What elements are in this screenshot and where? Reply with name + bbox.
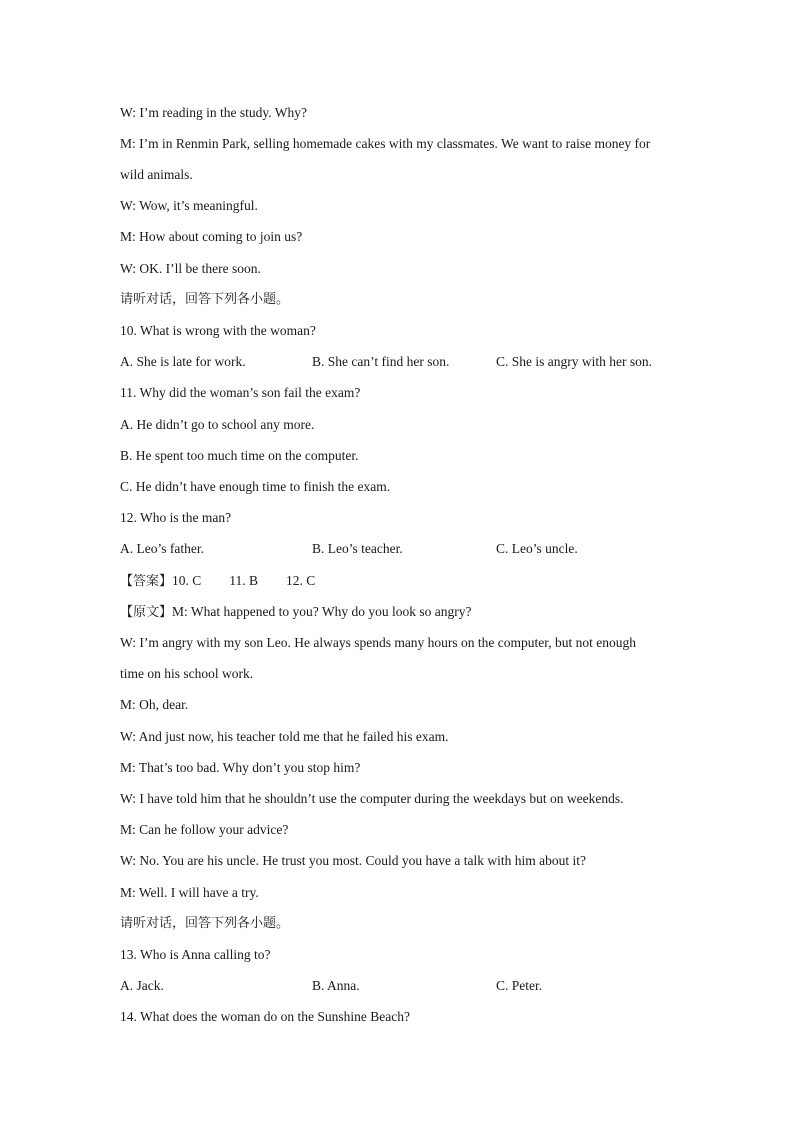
q12-option-b: B. Leo’s teacher. <box>312 541 403 556</box>
answer-label: 【答案】 <box>120 574 173 589</box>
transcript-line: M: Oh, dear. <box>120 697 189 712</box>
q11-option-a: A. He didn’t go to school any more. <box>120 417 315 432</box>
q13-option-b: B. Anna. <box>312 978 360 993</box>
transcript-line: W: I have told him that he shouldn’t use the computer during the weekdays but on weekends. <box>120 791 624 806</box>
dialogue-line: W: OK. I’ll be there soon. <box>120 261 261 276</box>
answer-item: 10. C <box>172 573 202 588</box>
dialogue-line: W: I’m reading in the study. Why? <box>120 105 307 120</box>
transcript-line: W: No. You are his uncle. He trust you most. Could you have a talk with him about it? <box>120 853 586 868</box>
q10-option-a: A. She is late for work. <box>120 354 246 369</box>
transcript-line: M: Can he follow your advice? <box>120 822 289 837</box>
original-label: 【原文】 <box>120 605 173 620</box>
answer-item: 12. C <box>286 573 316 588</box>
q10-option-b: B. She can’t find her son. <box>312 354 450 369</box>
q12-option-c: C. Leo’s uncle. <box>496 541 578 556</box>
dialogue-line: wild animals. <box>120 167 193 182</box>
transcript-line: W: I’m angry with my son Leo. He always spends many hours on the computer, but not enough <box>120 635 636 650</box>
transcript-line: M: That’s too bad. Why don’t you stop him? <box>120 760 361 775</box>
answer-line <box>120 572 315 591</box>
q13-option-c: C. Peter. <box>496 978 543 993</box>
q11-option-c: C. He didn’t have enough time to finish the exam. <box>120 479 391 494</box>
dialogue-line: W: Wow, it’s meaningful. <box>120 198 258 213</box>
question-10: 10. What is wrong with the woman? <box>120 323 316 338</box>
transcript-line: M: Well. I will have a try. <box>120 885 259 900</box>
transcript-line: time on his school work. <box>120 666 254 681</box>
q10-option-c: C. She is angry with her son. <box>496 354 652 369</box>
dialogue-line: M: I’m in Renmin Park, selling homemade cakes with my classmates. We want to raise money for <box>120 136 651 151</box>
original-text: M: What happened to you? Why do you look so angry? <box>172 604 472 619</box>
section-instruction: 请听对话，回答下列各小题。 <box>120 916 290 931</box>
question-12: 12. Who is the man? <box>120 510 232 525</box>
q12-option-a: A. Leo’s father. <box>120 541 204 556</box>
answer-item: 11. B <box>229 573 259 588</box>
question-11: 11. Why did the woman’s son fail the exam? <box>120 385 361 400</box>
transcript-line: W: And just now, his teacher told me that he failed his exam. <box>120 729 449 744</box>
section-instruction: 请听对话，回答下列各小题。 <box>120 292 290 307</box>
dialogue-line: M: How about coming to join us? <box>120 229 303 244</box>
original-line <box>120 603 471 622</box>
q13-option-a: A. Jack. <box>120 978 164 993</box>
question-13: 13. Who is Anna calling to? <box>120 947 271 962</box>
question-14: 14. What does the woman do on the Sunshine Beach? <box>120 1009 410 1024</box>
q11-option-b: B. He spent too much time on the computer. <box>120 448 359 463</box>
